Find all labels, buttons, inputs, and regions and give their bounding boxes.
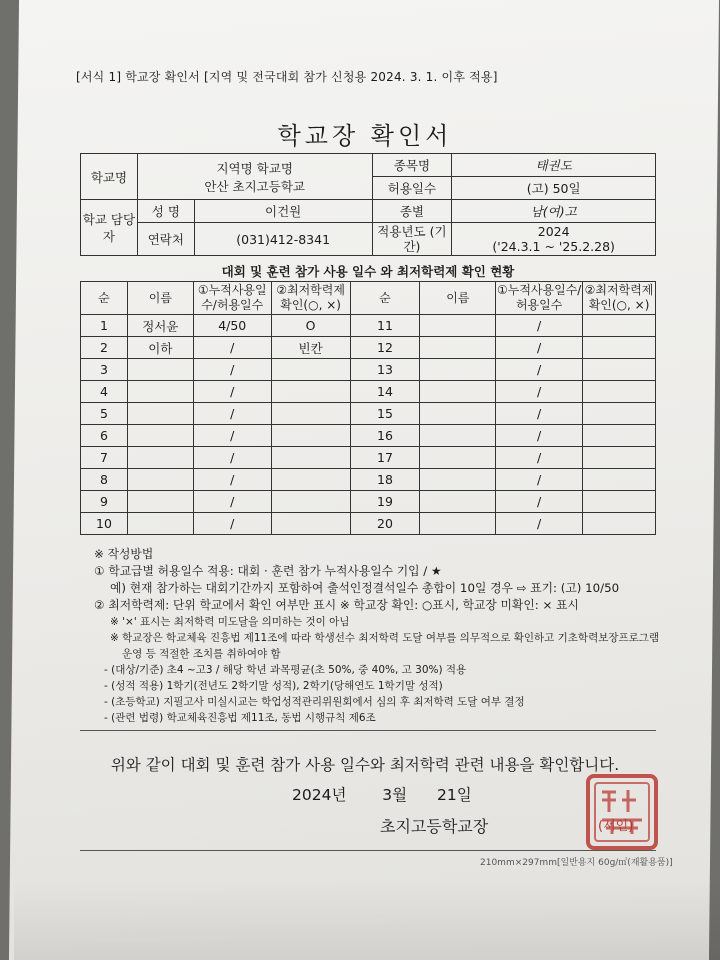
notes bbox=[94, 546, 694, 726]
cell-no-left: 3 bbox=[81, 359, 128, 381]
cell-check-left bbox=[271, 491, 350, 513]
divider bbox=[80, 730, 656, 731]
cell-days-left: 4/50 bbox=[193, 315, 271, 337]
cell-name-left bbox=[127, 381, 193, 403]
cell-days-right: / bbox=[496, 359, 583, 381]
cell-days-right: / bbox=[496, 447, 583, 469]
cell-check-right bbox=[583, 425, 656, 447]
name-value: 이건원 bbox=[194, 200, 372, 223]
cell-check-right bbox=[583, 491, 656, 513]
year-cell bbox=[452, 223, 656, 256]
gender-label: 종별 bbox=[372, 200, 452, 223]
cell-check-left bbox=[271, 425, 350, 447]
note-item: - (관련 법령) 학교체육진흥법 제11조, 동법 시행규칙 제6조 bbox=[104, 712, 376, 724]
date bbox=[292, 783, 472, 805]
cell-name-left bbox=[127, 469, 193, 491]
col-check-right: ②최저학력제 확인(○, ×) bbox=[583, 282, 656, 315]
sport-label: 종목명 bbox=[372, 154, 452, 177]
cell-name-right bbox=[420, 469, 496, 491]
cell-name-left bbox=[127, 491, 193, 513]
cell-no-left: 1 bbox=[81, 315, 128, 337]
gender-value: 남(여)고 bbox=[452, 200, 656, 223]
cell-check-left: 빈칸 bbox=[271, 337, 350, 359]
cell-name-left: 정서윤 bbox=[127, 315, 193, 337]
seal-mark: (서인) bbox=[598, 819, 634, 834]
table-header-row bbox=[81, 282, 656, 315]
cell-name-left bbox=[127, 425, 193, 447]
cell-check-left bbox=[271, 469, 350, 491]
cell-no-right: 13 bbox=[350, 359, 420, 381]
name-label: 성 명 bbox=[137, 200, 194, 223]
cell-check-right bbox=[583, 315, 656, 337]
year-label: 적용년도 (기간) bbox=[372, 223, 452, 256]
cell-name-right bbox=[420, 359, 496, 381]
cell-check-right bbox=[583, 381, 656, 403]
cell-name-right bbox=[420, 491, 496, 513]
cell-days-left: / bbox=[193, 381, 271, 403]
cell-check-right bbox=[583, 359, 656, 381]
note-item: 예) 현재 참가하는 대회기간까지 포함하여 출석인정결석일수 총합이 10일 경우 ⇨ 표기: (고) 10/50 bbox=[110, 581, 620, 595]
cell-days-right: / bbox=[496, 469, 583, 491]
contact-value: (031)412-8341 bbox=[194, 223, 372, 256]
participation-table bbox=[80, 281, 656, 535]
school-region: 지역명 학교명 bbox=[216, 160, 293, 176]
cell-check-left: O bbox=[271, 315, 350, 337]
cell-name-right bbox=[420, 315, 496, 337]
cell-name-left bbox=[127, 359, 193, 381]
principal-name: 초지고등학교장 bbox=[380, 817, 489, 836]
cell-no-left: 7 bbox=[81, 447, 128, 469]
cell-no-left: 6 bbox=[81, 425, 128, 447]
cell-no-right: 20 bbox=[350, 513, 420, 535]
cell-check-left bbox=[271, 447, 350, 469]
cell-days-left: / bbox=[193, 469, 271, 491]
cell-days-left: / bbox=[193, 447, 271, 469]
table-row bbox=[81, 513, 656, 535]
cell-no-left: 5 bbox=[81, 403, 128, 425]
notes-heading: ※ 작성방법 bbox=[94, 547, 154, 561]
confirm-text: 위와 같이 대회 및 훈련 참가 사용 일수와 최저학력 관련 내용을 확인합니다. bbox=[110, 756, 620, 774]
cell-name-left bbox=[127, 447, 193, 469]
school-name: 안산 초지고등학교 bbox=[204, 178, 305, 194]
table-row bbox=[81, 359, 656, 381]
date-day: 21일 bbox=[437, 786, 472, 804]
cell-name-right bbox=[420, 447, 496, 469]
col-days-right: ①누적사용일수/허용일수 bbox=[496, 282, 583, 315]
paper-shadow bbox=[14, 880, 720, 960]
cell-no-left: 9 bbox=[81, 491, 128, 513]
table-row bbox=[81, 403, 656, 425]
cell-no-right: 15 bbox=[350, 403, 420, 425]
allowed-days-value: (고) 50일 bbox=[452, 177, 656, 200]
cell-name-right bbox=[420, 381, 496, 403]
table-title: 대회 및 훈련 참가 사용 일수 와 최저학력제 확인 현황 bbox=[221, 264, 515, 279]
col-name-right: 이름 bbox=[420, 282, 496, 315]
table-row bbox=[81, 381, 656, 403]
col-no: 순 bbox=[81, 282, 128, 315]
cell-days-left: / bbox=[193, 403, 271, 425]
contact-label: 연락처 bbox=[137, 223, 194, 256]
note-item: - (대상/기준) 초4 ~고3 / 해당 학년 과목평균(초 50%, 중 40%, 고 30%) 적용 bbox=[104, 664, 467, 676]
year-value: 2024 bbox=[537, 224, 570, 239]
allowed-days-label: 허용일수 bbox=[372, 177, 452, 200]
manager-label: 학교 담당자 bbox=[81, 200, 138, 256]
cell-days-right: / bbox=[496, 381, 583, 403]
sport-value: 태권도 bbox=[452, 154, 656, 177]
cell-no-left: 2 bbox=[81, 337, 128, 359]
date-year: 2024년 bbox=[292, 786, 347, 804]
cell-name-right bbox=[420, 425, 496, 447]
cell-name-right bbox=[420, 513, 496, 535]
cell-no-left: 8 bbox=[81, 469, 128, 491]
cell-no-left: 10 bbox=[81, 513, 128, 535]
table-row bbox=[81, 491, 656, 513]
col-no-right: 순 bbox=[350, 282, 420, 315]
cell-days-right: / bbox=[496, 403, 583, 425]
cell-check-left bbox=[271, 403, 350, 425]
cell-no-right: 19 bbox=[350, 491, 420, 513]
cell-check-right bbox=[583, 513, 656, 535]
cell-days-right: / bbox=[496, 513, 583, 535]
table-row bbox=[81, 447, 656, 469]
page-title: 학교장 확인서 bbox=[277, 122, 453, 150]
date-month: 3월 bbox=[382, 786, 408, 804]
note-item: - (성적 적용) 1학기(전년도 2학기말 성적), 2학기(당해연도 1학기말 성적) bbox=[104, 680, 443, 692]
cell-no-right: 11 bbox=[350, 315, 420, 337]
cell-no-left: 4 bbox=[81, 381, 128, 403]
cell-days-right: / bbox=[496, 315, 583, 337]
cell-check-right bbox=[583, 337, 656, 359]
cell-check-right bbox=[583, 469, 656, 491]
note-item: ② 최저학력제: 단위 학교에서 확인 여부만 표시 ※ 학교장 확인: ○표시, 학교장 미확인: × 표시 bbox=[94, 598, 579, 612]
table-row bbox=[81, 315, 656, 337]
note-item: ※ '×' 표시는 최저학력 미도달을 의미하는 것이 아님 bbox=[110, 616, 350, 628]
table-row bbox=[81, 425, 656, 447]
col-check: ②최저학력제 확인(○, ×) bbox=[271, 282, 350, 315]
table-row bbox=[81, 469, 656, 491]
cell-name-left: 이하 bbox=[127, 337, 193, 359]
note-item: - (초등학교) 지필고사 미실시교는 학업성적관리위원회에서 심의 후 최저학력 도달 여부 결정 bbox=[104, 696, 525, 708]
cell-check-right bbox=[583, 403, 656, 425]
school-label: 학교명 bbox=[81, 154, 138, 200]
cell-days-right: / bbox=[496, 337, 583, 359]
form-header: [서식 1] 학교장 확인서 [지역 및 전국대회 참가 신청용 2024. 3. 1. 이후 적용] bbox=[76, 70, 498, 84]
cell-days-right: / bbox=[496, 425, 583, 447]
note-item: 운영 등 적절한 조치를 취하여야 함 bbox=[122, 648, 281, 660]
cell-name-right bbox=[420, 337, 496, 359]
official-seal-stamp bbox=[582, 772, 662, 852]
cell-no-right: 17 bbox=[350, 447, 420, 469]
cell-check-left bbox=[271, 381, 350, 403]
cell-no-right: 14 bbox=[350, 381, 420, 403]
cell-days-left: / bbox=[193, 425, 271, 447]
footer-note: 210mm×297mm[일반용지 60g/㎡(재활용품)] bbox=[480, 858, 673, 868]
period-value: ('24.3.1 ~ '25.2.28) bbox=[492, 239, 615, 254]
footer-divider bbox=[80, 850, 656, 851]
cell-name-left bbox=[127, 513, 193, 535]
cell-check-right bbox=[583, 447, 656, 469]
cell-days-left: / bbox=[193, 359, 271, 381]
cell-name-right bbox=[420, 403, 496, 425]
cell-days-left: / bbox=[193, 337, 271, 359]
cell-days-left: / bbox=[193, 491, 271, 513]
cell-days-right: / bbox=[496, 491, 583, 513]
cell-days-left: / bbox=[193, 513, 271, 535]
col-days: ①누적사용일수/허용일수 bbox=[193, 282, 271, 315]
cell-name-left bbox=[127, 403, 193, 425]
cell-no-right: 12 bbox=[350, 337, 420, 359]
school-name-cell bbox=[137, 154, 372, 200]
cell-check-left bbox=[271, 359, 350, 381]
cell-no-right: 18 bbox=[350, 469, 420, 491]
cell-no-right: 16 bbox=[350, 425, 420, 447]
info-table bbox=[80, 153, 656, 256]
col-name: 이름 bbox=[127, 282, 193, 315]
cell-check-left bbox=[271, 513, 350, 535]
table-row bbox=[81, 337, 656, 359]
note-item: ※ 학교장은 학교체육 진흥법 제11조에 따라 학생선수 최저학력 도달 여부를 의무적으로 확인하고 기초학력보장프로그램 bbox=[110, 632, 660, 644]
note-item: ① 학교급별 허용일수 적용: 대회 · 훈련 참가 누적사용일수 기입 / ★ bbox=[94, 564, 442, 578]
